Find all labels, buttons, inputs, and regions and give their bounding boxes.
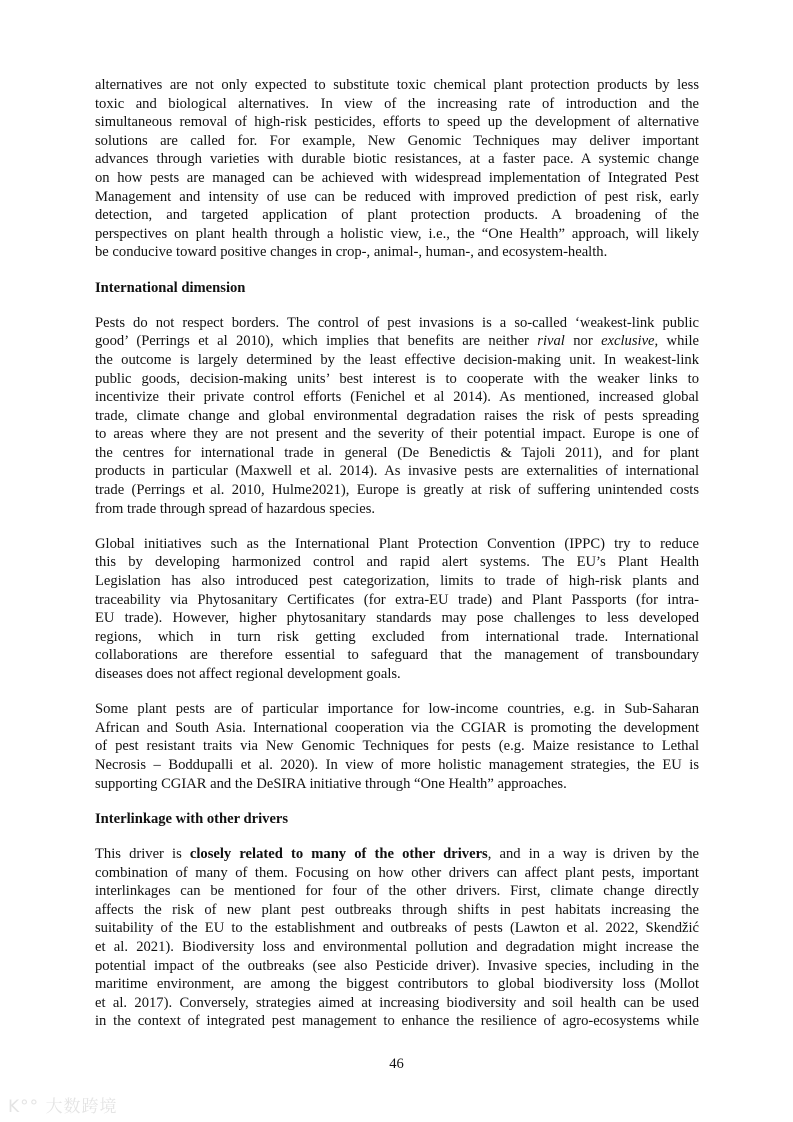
text-line: Necrosis – Boddupalli et al. 2020). In view of more holistic management strategies, the EU is xyxy=(95,756,699,773)
text-line: alternatives are not only expected to substitute toxic chemical plant protection products by less xyxy=(95,77,699,93)
text-line: of pest resistant traits via New Genomic Techniques for pests (e.g. Maize resistance to Lethal xyxy=(95,738,699,755)
paragraph xyxy=(95,535,699,684)
text-line: advances through varieties with durable biotic resistances, at a faster pace. A systemic change xyxy=(95,151,699,168)
paragraph xyxy=(95,76,699,262)
text-line: the outcome is largely determined by the least effective decision-making unit. In weakest-link xyxy=(95,351,699,368)
watermark-text: 大数跨境 xyxy=(45,1097,118,1117)
text-line: to areas where they are not present and the severity of their potential impact. Europe is one of xyxy=(95,426,699,443)
text-line: from trade through spread of hazardous species. xyxy=(95,500,376,517)
text-line: traceability via Phytosanitary Certificates (for extra-EU trade) and Plant Passports (for intra- xyxy=(95,591,699,608)
text-line: be conducive toward positive changes in crop-, animal-, human-, and ecosystem-health. xyxy=(95,244,608,261)
text-line: Legislation has also introduced pest categorization, limits to trade of high-risk plants and xyxy=(95,573,699,590)
italic-text: rival xyxy=(537,333,565,350)
text-line: Interlinkage with other drivers xyxy=(95,810,289,827)
paragraph xyxy=(95,700,699,793)
text-line: potential impact of the outbreaks (see also Pesticide driver). Invasive species, including in the xyxy=(95,957,699,974)
text-line: incentivize their private control efforts (Fenichel et al 2014). As mentioned, increased global xyxy=(95,389,699,406)
text-line: Global initiatives such as the International Plant Protection Convention (IPPC) try to reduce xyxy=(95,535,699,552)
text-line: Management and intensity of use can be reduced with improved prediction of pest risk, early xyxy=(95,188,699,205)
text-line: suitability of the EU to the establishment and outbreaks of pests (Lawton et al. 2022, Skendžić xyxy=(95,920,699,937)
text-line: combination of many of them. Focusing on how other drivers can affect plant pests, important xyxy=(95,864,699,881)
text-line: this by developing harmonized control and rapid alert systems. The EU’s Plant Health xyxy=(95,554,699,571)
section-heading xyxy=(95,279,699,298)
text-line: regions, which in turn risk getting excluded from international trade. International xyxy=(95,628,699,645)
text-line xyxy=(95,332,699,351)
italic-text: exclusive xyxy=(601,333,655,350)
text-line: EU trade). However, higher phytosanitary standards may pose challenges to less developed xyxy=(95,610,699,627)
text-segment: , while xyxy=(654,333,699,350)
text-segment: , and in a way is driven by the xyxy=(487,845,699,862)
text-line: affects the risk of new plant pest outbreaks through shifts in pest habitats increasing the xyxy=(95,901,699,918)
paragraph xyxy=(95,845,699,1031)
text-line: toxic and biological alternatives. In view of the increasing rate of introduction and the xyxy=(95,95,699,112)
text-line: African and South Asia. International cooperation via the CGIAR is promoting the development xyxy=(95,719,699,736)
text-line: detection, and targeted application of plant protection products. A broadening of the xyxy=(95,207,699,224)
text-segment: good’ (Perrings et al 2010), which implies that benefits are neither xyxy=(95,333,538,350)
watermark-icon: K°° xyxy=(8,1097,40,1117)
document-body xyxy=(95,76,699,1047)
section-heading xyxy=(95,810,699,829)
text-line xyxy=(95,845,699,864)
text-line: et al. 2017). Conversely, strategies aimed at increasing biodiversity and soil health can be used xyxy=(95,994,699,1011)
text-line: perspectives on plant health through a holistic view, i.e., the “One Health” approach, will likely xyxy=(95,225,699,242)
text-line: maritime environment, are among the biggest contributors to global biodiversity loss (Mollot xyxy=(95,976,699,993)
text-line: diseases does not affect regional development goals. xyxy=(95,666,401,682)
paragraph xyxy=(95,314,699,519)
page-number: 46 xyxy=(389,1056,404,1072)
watermark-logo xyxy=(8,1092,118,1117)
text-line: interlinkages can be mentioned for four of the other drivers. First, climate change directly xyxy=(95,883,699,900)
text-line: Some plant pests are of particular importance for low-income countries, e.g. in Sub-Saharan xyxy=(95,701,699,718)
text-line: products in particular (Maxwell et al. 2014). As invasive pests are externalities of international xyxy=(95,463,699,480)
text-line: supporting CGIAR and the DeSIRA initiative through “One Health” approaches. xyxy=(95,775,567,792)
text-line: International dimension xyxy=(95,279,246,296)
text-line: on how pests are managed can be achieved with widespread implementation of Integrated Pest xyxy=(95,169,699,186)
text-line: in the context of integrated pest management to enhance the resilience of agro-ecosystems while xyxy=(95,1013,699,1030)
text-line: solutions are called for. For example, New Genomic Techniques may deliver important xyxy=(95,132,699,149)
text-line: public goods, decision-making units’ best interest is to cooperate with the weaker links to xyxy=(95,370,699,387)
text-line: simultaneous removal of high-risk pesticides, efforts to speed up the development of alternative xyxy=(95,114,699,131)
text-segment: This driver is xyxy=(95,845,190,862)
text-line: the centres for international trade in general (De Benedictis & Tajoli 2011), and for plant xyxy=(95,444,699,461)
text-line: collaborations are therefore essential to safeguard that the management of transboundary xyxy=(95,647,699,664)
bold-text: closely related to many of the other drivers xyxy=(189,845,488,862)
text-line: et al. 2021). Biodiversity loss and environmental pollution and degradation might increase the xyxy=(95,938,699,955)
text-segment: nor xyxy=(564,333,602,350)
text-line: trade (Perrings et al. 2010, Hulme2021), Europe is greatly at risk of suffering unintended costs xyxy=(95,482,699,499)
text-line: trade, climate change and global environmental degradation raises the risk of pests spreading xyxy=(95,407,699,424)
text-line: Pests do not respect borders. The control of pest invasions is a so-called ‘weakest-link public xyxy=(95,314,699,331)
